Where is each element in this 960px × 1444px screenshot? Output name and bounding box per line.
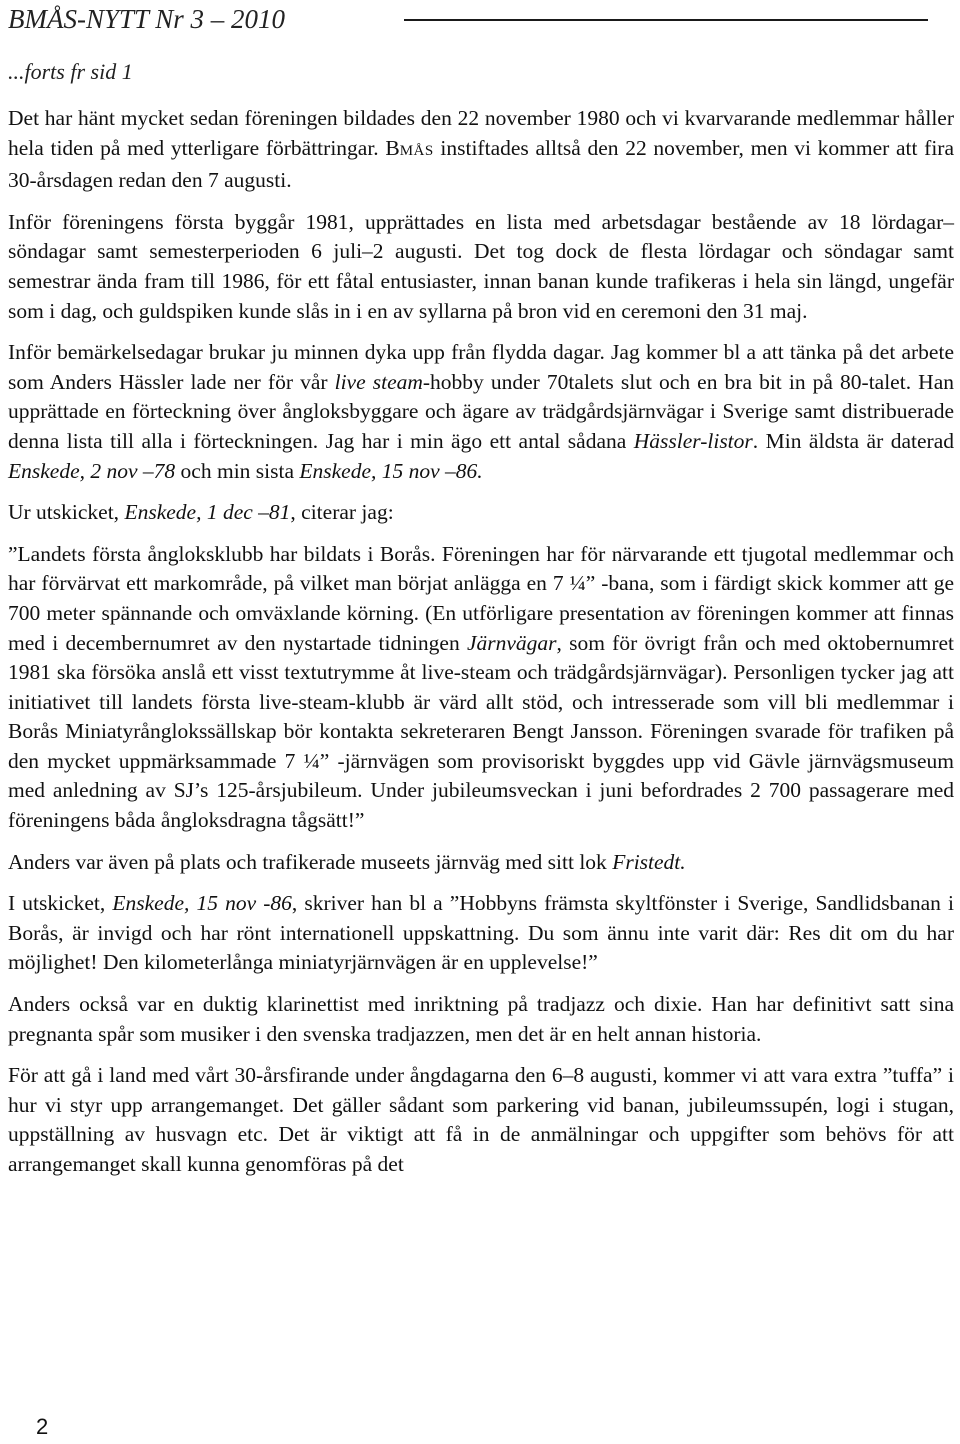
paragraph-4: Ur utskicket, Enskede, 1 dec –81, citerar jag:	[8, 500, 394, 525]
article-body	[8, 104, 954, 1180]
paragraph-7: I utskicket, Enskede, 15 nov -86, skriver han bl a ”Hobbyns främsta skyltfönster i Sverige, Sandlidsbanan i Borås, är invigd och har rönt internationell uppskattning. Du som ännu inte varit där: Res dit om du har möjlighet! Den kilometerlånga miniatyrjärnvägen är en upplevelse!”	[8, 891, 954, 975]
newsletter-title: BMÅS-NYTT Nr 3 – 2010	[8, 4, 286, 34]
paragraph-3: Inför bemärkelsedagar brukar ju minnen dyka upp från flydda dagar. Jag kommer bl a att tänka på det arbete som Anders Hässler lade ner för vår live steam-hobby under 70talets slut och en bra bit in på 80-talet. Han upprättade en förteckning över ångloksbyggare och ägare av trädgårdsjärnvägar i Sverige samt distribuerade denna lista till alla i förteckningen. Jag har i min ägo ett antal sådana Hässler-listor. Min äldsta är daterad Enskede, 2 nov –78 och min sista Enskede, 15 nov –86.	[8, 340, 954, 483]
small-caps-text: MÅS	[399, 142, 434, 159]
paragraph-6: Anders var även på plats och trafikerade museets järnväg med sitt lok Fristedt.	[8, 849, 686, 874]
paragraph-1: Det har hänt mycket sedan föreningen bildades den 22 november 1980 och vi kvarvarande medlemmar håller hela tiden på med ytterligare förbättringar. BMÅS instiftades alltså den 22 november, men vi kommer att fira 30-årsdagen redan den 7 augusti.	[8, 106, 954, 193]
header-rule	[404, 19, 928, 21]
page-number: 2	[36, 1414, 49, 1439]
paragraph-9: För att gå i land med vårt 30-årsfirande under ångdagarna den 6–8 augusti, kommer vi att vara extra ”tuffa” i hur vi styr upp arrangemanget. Det gäller sådant som parkering vid banan, jubileumssupén, logi i stugan, uppställning av husvagn etc. Det är viktigt att få in de anmälningar och uppgifter som behövs för att arrangemanget skall kunna genomföras på det	[8, 1063, 954, 1176]
paragraph-2: Inför föreningens första byggår 1981, upprättades en lista med arbetsdagar bestående av 18 lördagar–söndagar samt semesterperioden 6 juli–2 augusti. Det tog dock de flesta lördagar och söndagar samt semestrar ända fram till 1986, för ett fåtal entusiaster, innan banan kunde trafikeras i hela sin längd, ungefär som i dag, och guldspiken kunde slås in i en av syllarna på bron vid en ceremoni den 31 maj.	[8, 209, 954, 323]
continued-from-note: ...forts fr sid 1	[8, 59, 133, 84]
paragraph-8: Anders också var en duktig klarinettist med inriktning på tradjazz och dixie. Han har definitivt satt sina pregnanta spår som musiker i den svenska tradjazzen, men det är en helt annan historia.	[8, 992, 954, 1046]
quote-paragraph: ”Landets första ångloksklubb har bildats i Borås. Föreningen har för närvarande ett tjugotal medlemmar och har förvärvat ett markområde, på vilket man börjat anlägga en 7 ¼” -bana, som i färdigt skick kommer att ge 700 meter spännande och omväxlande körning. (En utförligare presentation av föreningen kommer att finnas med i decembernumret av den nystartade tidningen Järnvägar, som för övrigt från och med oktobernumret 1981 ska försöka anslå ett visst textutrymme åt live-steam och trädgårdsjärnvägar). Personligen tycker jag att initiativet till landets första live-steam-klubb är värd allt stöd, och intresserade som vill bli medlemmar i Borås Miniatyrånglokssällskap bör kontakta sekreteraren Bengt Jansson. Föreningen svarade för trafiken på den mycket uppmärksammade 7 ¼” -järnvägen som provisoriskt byggdes upp vid Gävle järnvägsmuseum med anledning av SJ’s 125-årsjubileum. Under jubileumsveckan i juni befordrades 2 700 passagerare med föreningens båda ångloksdragna tågsätt!”	[8, 541, 954, 833]
page-header	[8, 2, 928, 36]
